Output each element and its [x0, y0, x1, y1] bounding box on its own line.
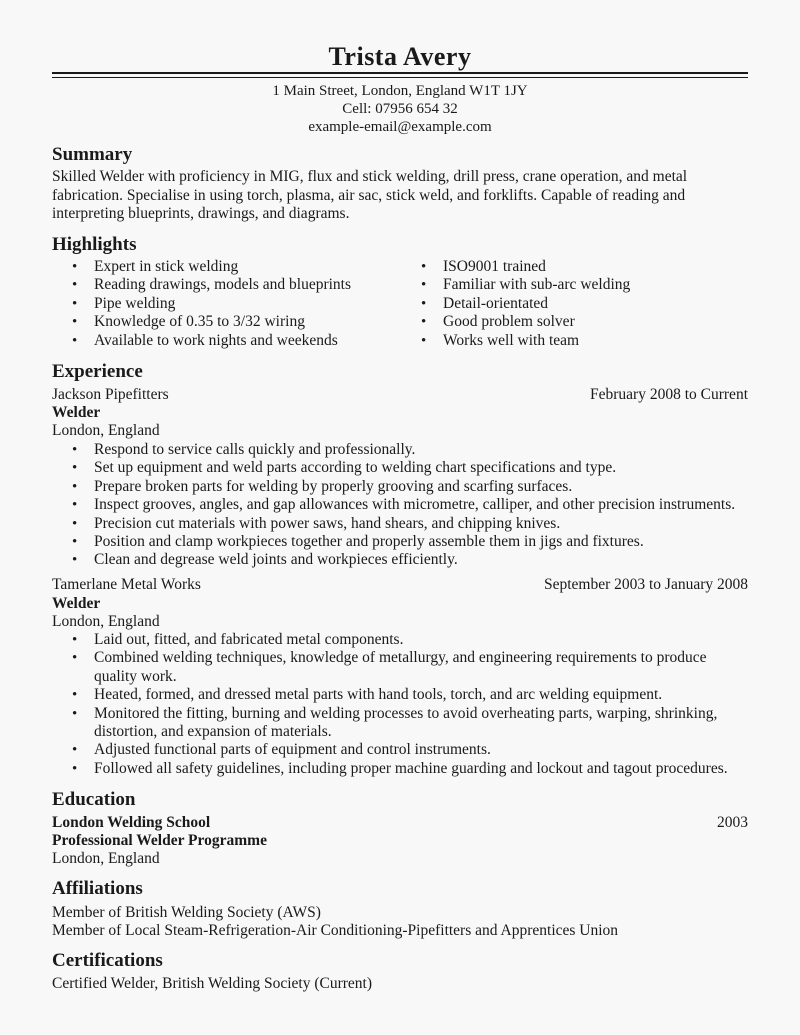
affiliation-item: Member of British Welding Society (AWS) — [52, 904, 321, 921]
list-item: • Reading drawings, models and blueprints — [52, 276, 402, 294]
header-rule-thin — [52, 77, 748, 78]
list-item: • Inspect grooves, angles, and gap allowances with micrometre, calliper, and other precision instruments. — [52, 496, 752, 514]
list-item: • Respond to service calls quickly and professionally. — [52, 441, 752, 459]
candidate-name: Trista Avery — [328, 42, 472, 71]
education-year: 2003 — [717, 814, 748, 831]
contact-address: 1 Main Street, London, England W1T 1JY — [272, 83, 528, 99]
list-item: • Followed all safety guidelines, including proper machine guarding and lockout and tagout procedures. — [52, 760, 742, 778]
list-item: • Adjusted functional parts of equipment and control instruments. — [52, 741, 742, 759]
list-item: • Heated, formed, and dressed metal parts with hand tools, torch, and arc welding equipment. — [52, 686, 742, 704]
highlights-right-list — [401, 258, 741, 350]
education-location: London, England — [52, 850, 160, 867]
job-1-dates: February 2008 to Current — [590, 386, 748, 403]
header-rule-thick — [52, 72, 748, 74]
job-1-title: Welder — [52, 404, 101, 421]
list-item: • Laid out, fitted, and fabricated metal components. — [52, 631, 742, 649]
job-1-location: London, England — [52, 422, 160, 439]
list-item: • Clean and degrease weld joints and workpieces efficiently. — [52, 551, 752, 569]
job-2-company: Tamerlane Metal Works — [52, 576, 201, 593]
job-1-company: Jackson Pipefitters — [52, 386, 169, 403]
education-school: London Welding School — [52, 814, 211, 831]
job-2-title: Welder — [52, 595, 101, 612]
list-item: • Expert in stick welding — [52, 258, 402, 276]
list-item: • Works well with team — [401, 332, 741, 350]
highlights-heading: Highlights — [52, 234, 137, 255]
certifications-heading: Certifications — [52, 950, 163, 971]
list-item: • Detail-orientated — [401, 295, 741, 313]
summary-text: Skilled Welder with proficiency in MIG, flux and stick welding, drill press, crane operation, and metal fabrication. Specialise in using torch, plasma, air sac, stick weld, and forklifts. Capable of reading and interpreting blueprints, drawings, and diagrams. — [52, 168, 688, 222]
list-item: • Monitored the fitting, burning and welding processes to avoid overheating parts, warping, shrinking, distortion, and expansion of materials. — [52, 705, 742, 742]
highlights-left-list — [52, 258, 402, 350]
contact-block — [0, 82, 800, 136]
job-2-duties — [52, 631, 742, 778]
education-programme: Professional Welder Programme — [52, 832, 267, 849]
list-item: • Available to work nights and weekends — [52, 332, 402, 350]
contact-cell: Cell: 07956 654 32 — [342, 101, 458, 117]
contact-email[interactable]: example-email@example.com — [308, 119, 492, 135]
list-item: • Prepare broken parts for welding by properly grooving and scarfing surfaces. — [52, 478, 752, 496]
job-2-dates: September 2003 to January 2008 — [543, 576, 748, 593]
list-item: • Good problem solver — [401, 313, 741, 331]
list-item: • Position and clamp workpieces together and properly assemble them in jigs and fixtures. — [52, 533, 752, 551]
list-item: • Familiar with sub-arc welding — [401, 276, 741, 294]
experience-heading: Experience — [52, 361, 143, 382]
job-1-duties — [52, 441, 752, 570]
job-2-location: London, England — [52, 613, 160, 630]
list-item: • Set up equipment and weld parts according to welding chart specifications and type. — [52, 459, 752, 477]
affiliation-item: Member of Local Steam-Refrigeration-Air Conditioning-Pipefitters and Apprentices Union — [52, 922, 619, 939]
list-item: • Knowledge of 0.35 to 3/32 wiring — [52, 313, 402, 331]
list-item: • Pipe welding — [52, 295, 402, 313]
affiliations-heading: Affiliations — [52, 878, 143, 899]
list-item: • Combined welding techniques, knowledge of metallurgy, and engineering requirements to produce quality work. — [52, 649, 742, 686]
list-item: • Precision cut materials with power saws, hand shears, and chipping knives. — [52, 515, 752, 533]
certification-item: Certified Welder, British Welding Society (Current) — [52, 975, 373, 992]
education-heading: Education — [52, 789, 136, 810]
list-item: • ISO9001 trained — [401, 258, 741, 276]
summary-heading: Summary — [52, 144, 133, 165]
